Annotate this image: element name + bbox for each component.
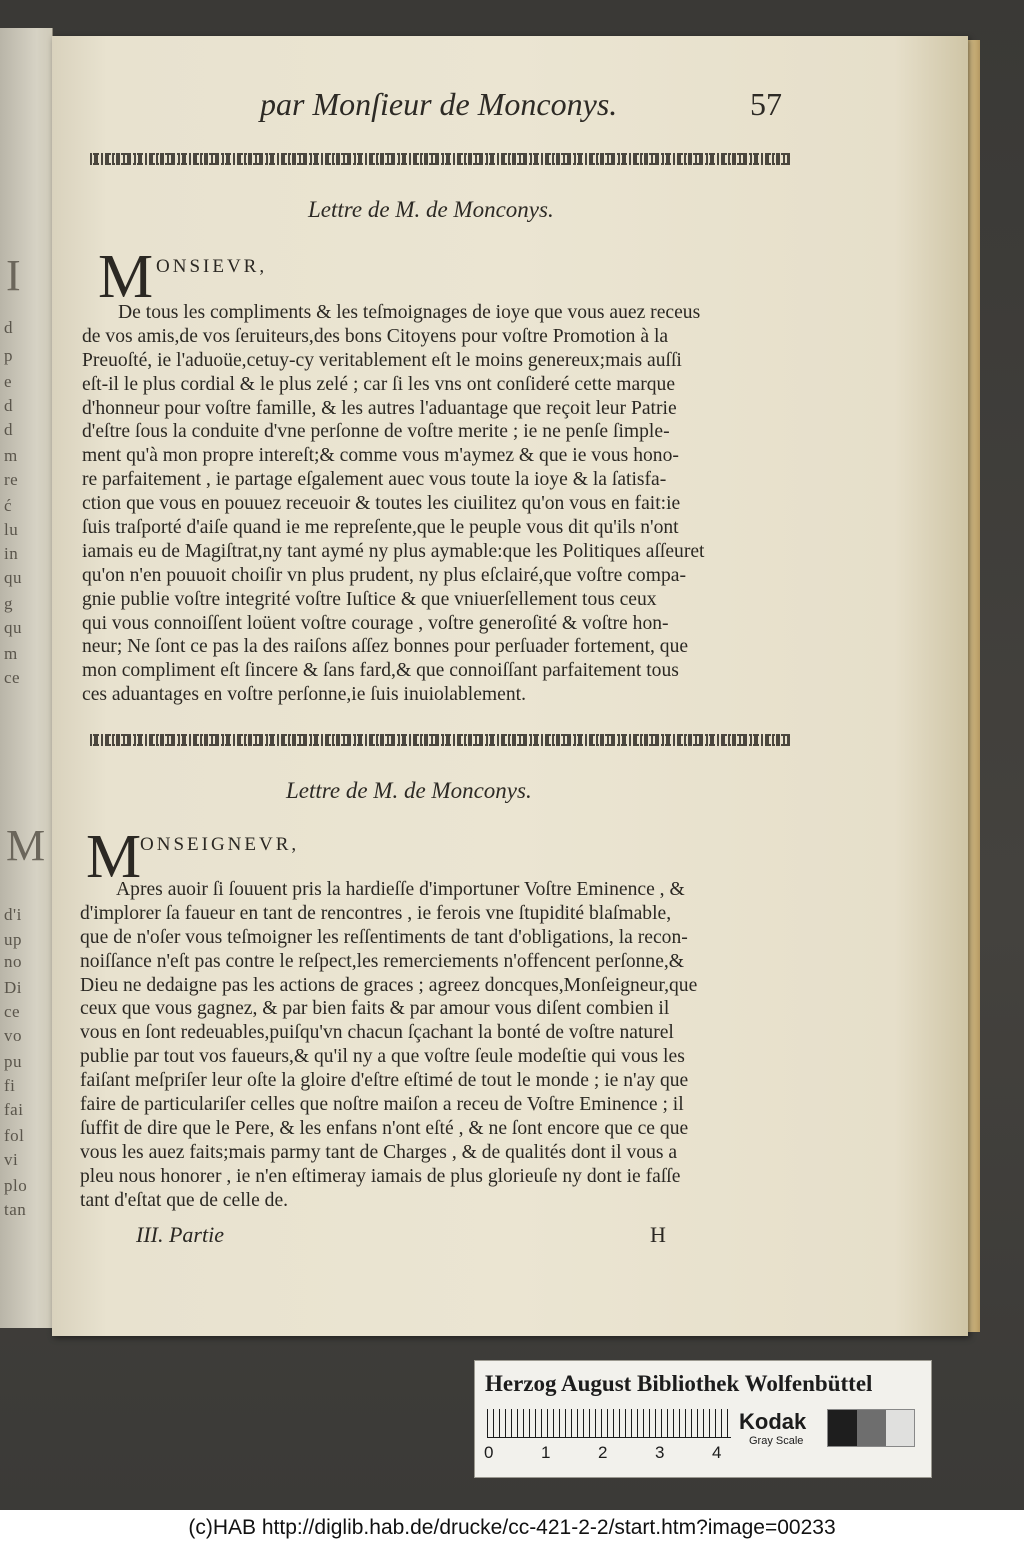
text-line: d'eſtre ſous la conduite d'vne perſonne de voſtre merite ; ie ne penſe ſimple-	[82, 421, 670, 443]
kodak-logo: Kodak	[739, 1409, 807, 1434]
library-color-card	[474, 1360, 932, 1478]
text-line: ſuffit de dire que le Pere, & les enfans n'ont eſté , & ne ſont encore que ce que	[80, 1117, 689, 1139]
facing-page-fragment: fai	[4, 1100, 24, 1119]
text-line: eſt-il le plus cordial & le plus zelé ; car ſi les vns ont conſideré cette marque	[82, 373, 676, 395]
letter-body	[80, 878, 780, 1212]
facing-page-fragment: d	[4, 420, 13, 439]
facing-page-fragment: qu	[4, 618, 22, 637]
text-line: ſuis traſporté d'aiſe quand ie me repreſente,que le peuple vous dit qu'ils n'ont	[82, 517, 679, 539]
text-line: noiſſance n'eſt pas contre le reſpect,les remerciements n'offencent perſonne,&	[80, 950, 685, 972]
text-line: mon compliment eſt ſincere & ſans fard,& que connoiſſant parfaitement tous	[82, 660, 679, 682]
running-title: par Monſieur de Monconys.	[260, 86, 618, 122]
salutation: ONSEIGNEVR,	[140, 834, 300, 855]
text-line: ment qu'à mon propre intereſt;& comme vous m'aymez & que ie vous hono-	[82, 445, 679, 467]
text-line: re parfaitement , ie partage eſgalement auec vous toute la ioye & la ſatisfa-	[82, 469, 667, 491]
text-line: d'honneur pour voſtre famille, & les autres l'aduantage que reçoit leur Patrie	[82, 397, 677, 419]
text-line: vous les auez faits;mais parmy tant de Charges , & de qualités dont il vous a	[80, 1141, 678, 1163]
letter-title: Lettre de M. de Monconys.	[286, 778, 532, 803]
facing-page-fragment: in	[4, 544, 19, 563]
text-line: tant d'eſtat que de celle de.	[80, 1189, 289, 1211]
facing-page-fragment: qu	[4, 568, 22, 587]
facing-page-fragment: m	[4, 446, 18, 465]
running-header	[260, 86, 800, 126]
facing-page-edge	[0, 28, 53, 1328]
text-line: ceux que vous gagnez, & par bien faits & par amour vous diſent combien il	[80, 998, 670, 1020]
facing-page-fragment: fol	[4, 1126, 25, 1145]
facing-page-fragment: ć	[4, 496, 13, 515]
facing-page-fragment: lu	[4, 520, 19, 539]
text-line: Dieu ne dedaigne pas les actions de graces ; agreez doncques,Monſeigneur,que	[80, 974, 698, 996]
facing-page-fragment: d	[4, 396, 13, 415]
footer-strip	[0, 1510, 1024, 1549]
text-line: Preuoſté, ie l'aduoüe,cetuy-cy veritablement eſt le moins genereux;mais auſſi	[82, 349, 682, 371]
measure-ruler	[484, 1409, 731, 1462]
text-line: qui vous connoiſſent loüent voſtre courage , voſtre generoſité & voſtre hon-	[82, 612, 669, 634]
ruler-number: 0	[484, 1443, 494, 1462]
ruler-number: 1	[541, 1443, 551, 1462]
facing-page-fragment: M	[6, 821, 46, 870]
text-line: publie par tout vos faueurs,& qu'il ny a que voſtre ſeule modeſtie qui vous les	[80, 1046, 685, 1068]
facing-page-fragment: m	[4, 644, 18, 663]
facing-page-fragment: re	[4, 470, 19, 489]
facing-page-fragment: pu	[4, 1052, 22, 1071]
ornament-band	[90, 734, 790, 746]
library-name: Herzog August Bibliothek Wolfenbüttel	[485, 1371, 873, 1396]
facing-page-fragment: vi	[4, 1150, 19, 1169]
facing-page-fragment: tan	[4, 1200, 27, 1219]
text-line: De tous les compliments & les teſmoignages de ioye que vous auez receus	[118, 302, 701, 323]
facing-page-fragment: Di	[4, 978, 22, 997]
text-line: vous en ſont redeuables,puiſqu'vn chacun ſçachant la bonté de voſtre naturel	[80, 1022, 674, 1044]
text-line: ction que vous en pouuez receuoir & toutes les ciuilitez qu'on vous en fait:ie	[82, 493, 681, 515]
letter-body	[82, 301, 782, 707]
black-swatch	[828, 1410, 857, 1446]
page-number: 57	[750, 86, 782, 122]
catchword: H	[650, 1222, 666, 1247]
facing-page-fragment: plo	[4, 1176, 28, 1195]
text-line: neur; Ne ſont ce pas la des raiſons aſſez bonnes pour perſuader fortement, que	[82, 636, 689, 658]
text-line: de vos amis,de vos ſeruiteurs,des bons Citoyens pour voſtre Promotion à la	[82, 325, 669, 347]
text-line: pleu nous honorer , ie n'en eſtimeray iamais de plus glorieuſe ny dont ie faſſe	[80, 1165, 681, 1187]
facing-page-fragment: I	[6, 251, 22, 300]
text-line: qu'on n'en pouuoit choiſir vn plus prudent, ny plus eſclairé,que voſtre compa-	[82, 564, 686, 586]
text-line: iamais eu de Magiſtrat,ny tant aymé ny plus aymable:que les Politiques aſſeuret	[82, 540, 705, 562]
facing-page-fragment: ce	[4, 668, 21, 687]
ruler-number: 4	[712, 1443, 722, 1462]
signature-mark: III. Partie	[136, 1222, 224, 1247]
white-swatch	[886, 1410, 914, 1446]
facing-page-fragment: up	[4, 930, 22, 949]
text-line: Apres auoir ſi ſouuent pris la hardieſſe d'importuner Voſtre Eminence , &	[116, 879, 685, 900]
gray-scale-label: Gray Scale	[749, 1435, 804, 1447]
text-line: que de n'oſer vous teſmoigner les reſſentiments de tant d'obligations, la recon-	[80, 926, 688, 948]
facing-page-fragment: e	[4, 372, 13, 391]
ruler-number: 2	[598, 1443, 608, 1462]
text-line: d'implorer ſa faueur en tant de rencontres , ie ferois vne ſtupidité blaſmable,	[80, 902, 672, 924]
facing-page-fragment: no	[4, 952, 22, 971]
facing-page-fragment: d'i	[4, 905, 22, 924]
facing-page-fragment: g	[4, 594, 13, 613]
copyright-url: (c)HAB http://diglib.hab.de/drucke/cc-421-2-2/start.htm?image=00233	[188, 1516, 836, 1539]
facing-page-fragment: fi	[4, 1076, 16, 1095]
facing-page-fragment: vo	[4, 1026, 22, 1045]
drop-capital: M	[98, 243, 154, 311]
facing-page-fragment: p	[4, 346, 13, 365]
text-line: gnie publie voſtre integrité voſtre Iuſtice & que vniuerſellement tous ceux	[82, 588, 657, 610]
facing-page-fragment: ce	[4, 1002, 21, 1021]
text-line: faire de particulariſer celles que noſtre maiſon a receu de Voſtre Eminence ; il	[80, 1094, 684, 1116]
facing-page-fragment: d	[4, 318, 13, 337]
ornament-band	[90, 153, 790, 165]
gray-swatch	[857, 1410, 886, 1446]
ruler-number: 3	[655, 1443, 665, 1462]
salutation: ONSIEVR,	[156, 256, 268, 277]
letter-title: Lettre de M. de Monconys.	[308, 197, 554, 222]
drop-capital: M	[86, 823, 142, 891]
text-line: faiſant meſpriſer leur oſte la gloire d'eſtre eſtimé de tout le monde ; ie n'ay que	[80, 1070, 689, 1092]
text-line: ces aduantages en voſtre perſonne,ie ſuis inuiolablement.	[82, 684, 526, 706]
gray-scale-swatches	[827, 1409, 915, 1447]
